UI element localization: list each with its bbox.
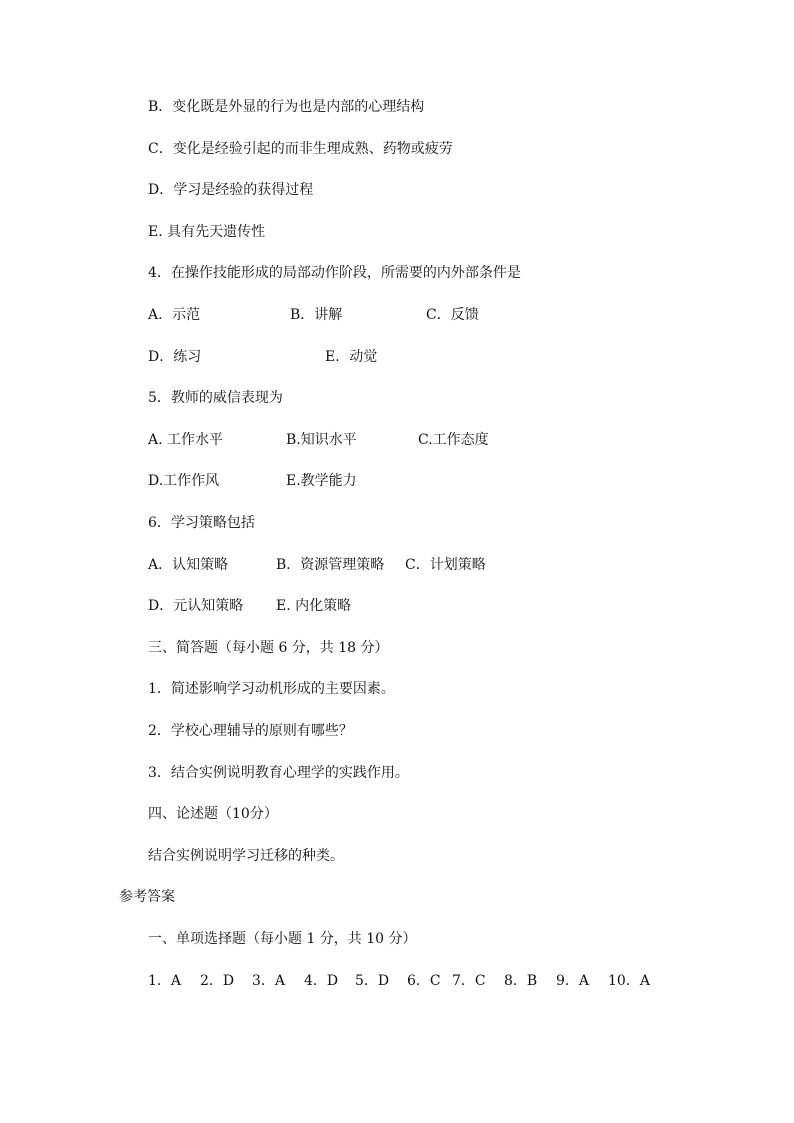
answer-item-1: 1．A bbox=[148, 973, 182, 989]
q6-option-e: E. 内化策略 bbox=[276, 598, 352, 614]
q6-option-b: B．资源管理策略 bbox=[276, 557, 385, 573]
q4-option-c: C．反馈 bbox=[426, 307, 479, 323]
section3-question-2: 2．学校心理辅导的原则有哪些？ bbox=[148, 723, 353, 739]
q5-stem: 5．教师的威信表现为 bbox=[148, 390, 283, 406]
q6-option-a: A．认知策略 bbox=[148, 557, 229, 573]
q3-option-c: C．变化是经验引起的而非生理成熟、药物或疲劳 bbox=[148, 141, 453, 157]
section3-question-1: 1．简述影响学习动机形成的主要因素。 bbox=[148, 681, 395, 697]
q5-option-d: D.工作作风 bbox=[148, 473, 220, 489]
q3-option-e: E. 具有先天遗传性 bbox=[148, 224, 266, 240]
q3-option-d: D．学习是经验的获得过程 bbox=[148, 182, 314, 198]
q4-option-d: D．练习 bbox=[148, 349, 202, 365]
answer-item-4: 4．D bbox=[304, 973, 339, 989]
answer-item-2: 2．D bbox=[200, 973, 235, 989]
section3-heading: 三、简答题（每小题 6 分，共 18 分） bbox=[148, 640, 389, 656]
answer-item-8: 8．B bbox=[504, 973, 538, 989]
answer-item-9: 9．A bbox=[556, 973, 590, 989]
q4-option-e: E．动觉 bbox=[325, 349, 378, 365]
answer-item-10: 10．A bbox=[608, 973, 650, 989]
section3-question-3: 3．结合实例说明教育心理学的实践作用。 bbox=[148, 765, 409, 781]
q6-option-c: C．计划策略 bbox=[405, 557, 486, 573]
q6-stem: 6．学习策略包括 bbox=[148, 515, 255, 531]
q5-option-c: C.工作态度 bbox=[418, 432, 489, 448]
answer-item-6: 6．C bbox=[407, 973, 441, 989]
answers-section1-heading: 一、单项选择题（每小题 1 分，共 10 分） bbox=[148, 931, 417, 947]
q3-option-b: B．变化既是外显的行为也是内部的心理结构 bbox=[148, 99, 425, 115]
answer-item-3: 3．A bbox=[252, 973, 286, 989]
q6-option-d: D．元认知策略 bbox=[148, 598, 244, 614]
answer-item-5: 5．D bbox=[355, 973, 390, 989]
section4-question: 结合实例说明学习迁移的种类。 bbox=[148, 848, 344, 864]
q5-option-b: B.知识水平 bbox=[286, 432, 357, 448]
section4-heading: 四、论述题（10分） bbox=[148, 806, 278, 822]
q5-option-a: A. 工作水平 bbox=[148, 432, 224, 448]
q4-option-b: B．讲解 bbox=[290, 307, 343, 323]
answer-item-7: 7．C bbox=[452, 973, 486, 989]
q5-option-e: E.教学能力 bbox=[286, 473, 357, 489]
answers-title: 参考答案 bbox=[119, 889, 175, 905]
q4-stem: 4．在操作技能形成的局部动作阶段，所需要的内外部条件是 bbox=[148, 265, 521, 281]
q4-option-a: A．示范 bbox=[148, 307, 201, 323]
